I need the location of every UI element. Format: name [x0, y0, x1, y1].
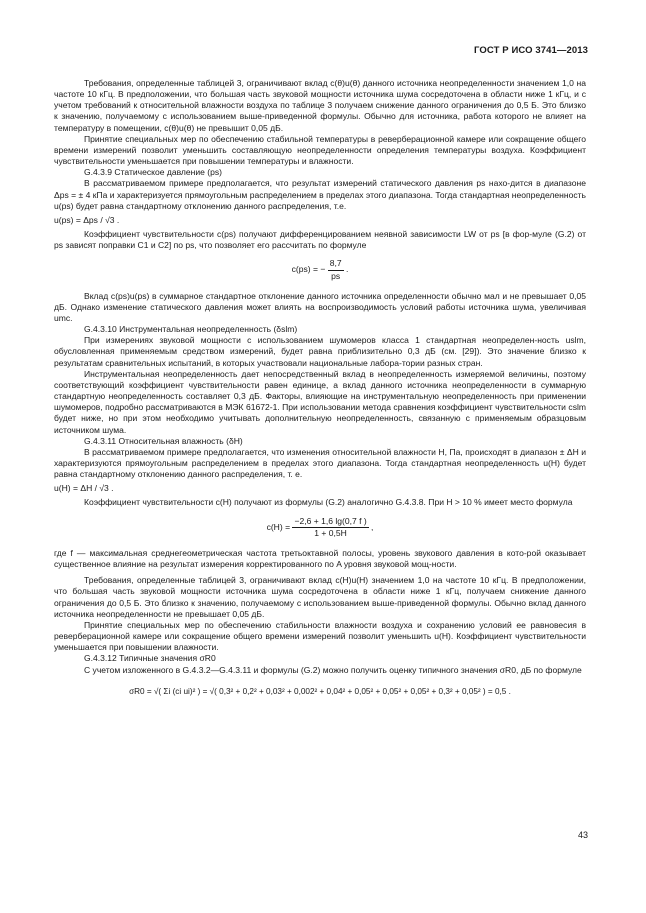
formula-lhs: c(ps) = −: [291, 264, 326, 275]
paragraph: Инструментальная неопределенность дает непосредственный вклад в неопределенность измеряемой величины, поэтому соответствующий коэффициент чувствительности равен единице, а вклад данного источника неопределенности в суммарную стандартную неопределенность составляет 0,3 дБ. Факторы, влияющие на инструментальную неопределенность при применении шумомеров, подробно рассматриваются в МЭК 61672-1. При использовании метода сравнения коэффициент чувствительности cslm будет ниже, но при этом необходимо учитывать дополнительную неопределенность, связанную с применяемым образцовым источником шума.: [54, 368, 586, 435]
formula-sigma: σR0 = √( Σi (ci ui)² ) = √( 0,3² + 0,2² + 0,03² + 0,002² + 0,04² + 0,05² + 0,05² + 0,05² + 0,3² + 0,05² ) = 0,5 .: [129, 686, 511, 696]
fraction-denominator: ps: [331, 270, 341, 281]
section-heading: G.4.3.10 Инструментальная неопределенность (δslm): [84, 324, 298, 335]
paragraph: Принятие специальных мер по обеспечению стабильности влажности воздуха и сохранению условий ее равновесия в реверберационной камере или сокращение общего времени измерений позволит уменьшить u(H). Коэффициент чувствительности уменьшается при повышении влажности.: [54, 619, 586, 653]
paragraph: Вклад c(ps)u(ps) в суммарное стандартное отклонение данного источника определенности обычно мал и не превышает 0,05 дБ. Однако изменение статического давления может влиять на воспроизводимость условий работы источника шума, увеличивая umc.: [54, 290, 586, 323]
document-body: [54, 78, 586, 706]
paragraph: Требования, определенные таблицей 3, ограничивают вклад c(H)u(H) значением 1,0 на частоте 10 кГц. В предположении, что большая часть звуковой мощности источника шума сосредоточена в области ниже 1 кГц, получаем снижение данного ограничения до 0,5 Б. Это близко к значению, получаемому с использованием выше-приведенной формулы. Обычно вклад данного источника неопределенности не превышает 0,05 дБ.: [54, 575, 586, 619]
formula-fraction: [328, 258, 344, 281]
section-heading: G.4.3.11 Относительная влажность (δH): [84, 435, 243, 446]
inline-equation: u(ps) = Δps / √3 .: [54, 214, 120, 225]
paragraph: где f — максимальная среднегеометрическая частота третьоктавной полосы, уровень звукового давления в кото-рой оказывает существенное влияние на результат измерения корректированного по A уровня звуковой мощ-ности.: [54, 547, 586, 570]
fraction-numerator: 8,7: [328, 258, 344, 270]
paragraph: С учетом изложенного в G.4.3.2—G.4.3.11 и формулы (G.2) можно получить оценку типичного значения σR0, дБ по формуле: [84, 664, 582, 675]
formula-end: ,: [371, 521, 374, 532]
fraction-denominator: 1 + 0,5H: [314, 527, 347, 538]
fraction-numerator: −2,6 + 1,6 lg(0,7 f ): [292, 516, 368, 528]
formula-static-pressure: [54, 258, 586, 281]
paragraph: Коэффициент чувствительности c(H) получают из формулы (G.2) аналогично G.4.3.8. При H > 10 % имеет место формула: [84, 497, 573, 508]
paragraph: Коэффициент чувствительности c(ps) получают дифференцированием неявной зависимости LW от ps [в фор-муле (G.2) от ps зависят поправки C1 и C2] по ps, что позволяет его рассчитать по формуле: [54, 229, 586, 251]
formula-end: .: [346, 264, 349, 275]
paragraph: В рассматриваемом примере предполагается, что изменения относительной влажности H, Па, происходят в диапазон ± ΔH и характеризуются прямоугольным распределением в пределах этого диапазона. Тогда стандартная неопределенность u(H) будет равна стандартному отклонению данного распределения, т. е.: [54, 446, 586, 480]
paragraph: При измерениях звуковой мощности с использованием шумомеров класса 1 стандартная неопределен-ность uslm, обусловленная применяемым средством измерений, будет равна приблизительно 0,3 дБ (см. [29]). Это значение близко к результатам сравнительных испытаний, в которых участвовали национальные лабора-тории разных стран.: [54, 335, 586, 368]
formula-humidity: [54, 516, 586, 539]
inline-equation: u(H) = ΔH / √3 .: [54, 483, 114, 494]
paragraph: Требования, определенные таблицей 3, ограничивают вклад c(θ)u(θ) данного источника неопределенности значением 1,0 на частоте 10 кГц. В предположении, что большая часть звуковой мощности источника шума сосредоточена в области ниже 1 кГц, и с учетом требований к относительной влажности воздуха по таблице 3 получаем снижение данного ограничения до 0,5 Б. Это близко к значению, получаемому с использованием выше-приведенной формулы. Обычно для источника, работа которого не влияет на температуру в помещении, c(θ)u(θ) не превышит 0,05 дБ.: [54, 78, 586, 133]
formula-fraction: [292, 516, 368, 539]
formula-sigma-r0: [54, 686, 586, 697]
formula-lhs: c(H) =: [266, 521, 291, 532]
section-heading: G.4.3.9 Статическое давление (ps): [84, 167, 223, 178]
paragraph: В рассматриваемом примере предполагается, что результат измерений статического давления ps нахо-дится в диапазоне Δps = ± 4 кПа и характеризуется прямоугольным распределением в пределах этого диапазона. Тогда стандартная неопределенность u(ps) будет равна стандартному отклонению данного распределения, т.е.: [54, 178, 586, 211]
page-number: 43: [577, 830, 588, 840]
document-header: ГОСТ Р ИСО 3741—2013: [474, 45, 588, 56]
paragraph: Принятие специальных мер по обеспечению стабильной температуры в реверберационной камере или сокращение общего времени измерений позволит уменьшить составляющую неопределенности определения температуры воздуха. Коэффициент чувствительности уменьшается при повышении температуры и влажности.: [54, 133, 586, 167]
section-heading: G.4.3.12 Типичные значения σR0: [84, 653, 216, 664]
